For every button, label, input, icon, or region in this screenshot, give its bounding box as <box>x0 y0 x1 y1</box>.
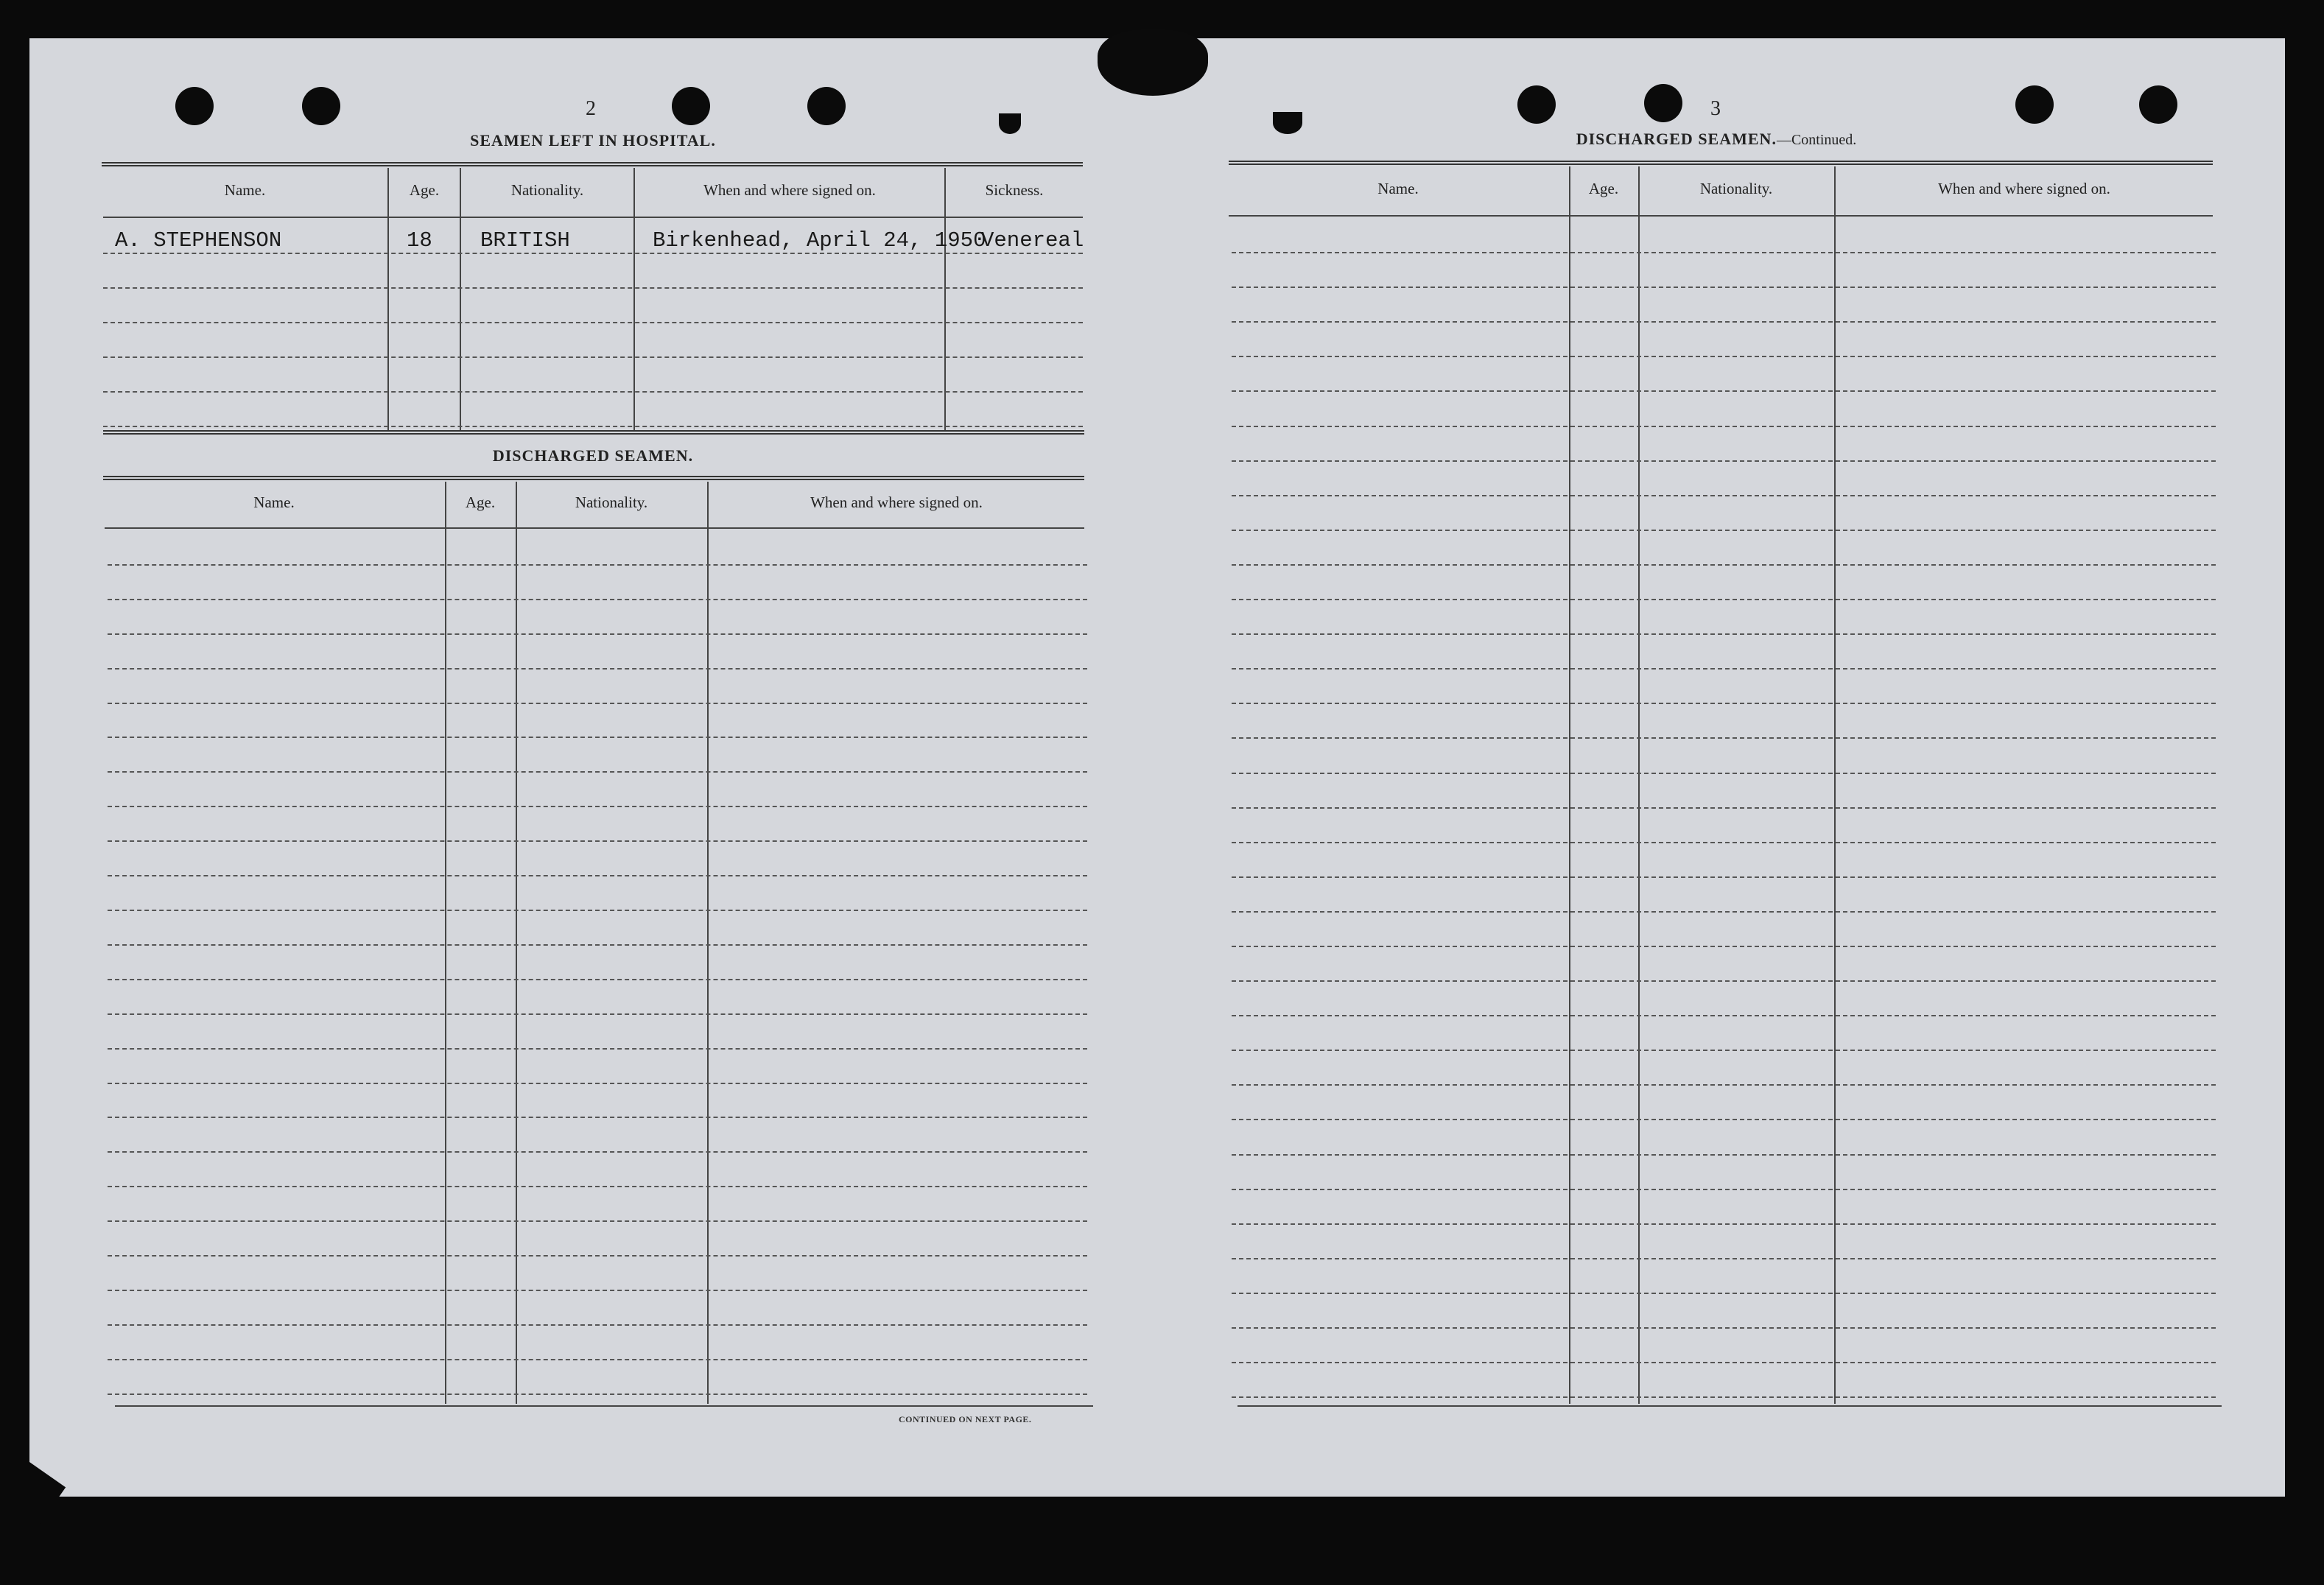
binder-hole <box>175 87 214 125</box>
col-header-nationality: Nationality. <box>575 493 648 511</box>
binder-hole <box>2139 85 2177 124</box>
entry-line <box>108 1013 1087 1015</box>
seaman-name: A. STEPHENSON <box>115 228 282 253</box>
section-title-discharged-continued <box>1517 130 1915 149</box>
entry-line <box>1232 911 2216 913</box>
entry-line <box>108 1255 1087 1257</box>
col-header-age: Age. <box>409 181 440 199</box>
entry-line <box>108 771 1087 773</box>
entry-line <box>108 737 1087 738</box>
entry-line <box>1232 876 2216 878</box>
column-divider <box>707 482 709 1404</box>
entry-line <box>103 253 1083 254</box>
entry-line <box>103 391 1083 393</box>
entry-line <box>108 1359 1087 1360</box>
section-title-continued: —Continued. <box>1776 132 1857 148</box>
entry-line <box>1232 703 2216 704</box>
header-rule <box>1229 215 2213 217</box>
col-header-age: Age. <box>1588 180 1619 197</box>
entry-line <box>1232 356 2216 357</box>
entry-line <box>1232 807 2216 809</box>
entry-line <box>1232 946 2216 947</box>
entry-line <box>1232 633 2216 635</box>
paper-tear <box>1273 112 1302 134</box>
binder-hole <box>672 87 710 125</box>
entry-line <box>1232 1293 2216 1294</box>
col-header-nationality: Nationality. <box>510 181 584 199</box>
entry-line <box>1232 252 2216 253</box>
entry-line <box>1232 460 2216 462</box>
binder-hole <box>2015 85 2054 124</box>
entry-line <box>108 564 1087 566</box>
entry-line <box>108 1290 1087 1291</box>
entry-line <box>1232 426 2216 427</box>
section-title-discharged: DISCHARGED SEAMEN. <box>492 446 694 465</box>
double-rule <box>1229 161 2213 165</box>
col-header-age: Age. <box>465 493 496 511</box>
entry-line <box>103 426 1083 427</box>
entry-line <box>108 633 1087 635</box>
entry-line <box>108 1186 1087 1187</box>
entry-line <box>1232 321 2216 323</box>
header-rule <box>105 527 1084 529</box>
entry-line <box>108 1048 1087 1050</box>
section-title-main: DISCHARGED SEAMEN. <box>1576 130 1777 148</box>
entry-line <box>1232 737 2216 739</box>
binder-hole <box>302 87 340 125</box>
entry-line <box>1232 390 2216 392</box>
entry-line <box>108 1324 1087 1326</box>
entry-line <box>108 668 1087 670</box>
double-rule <box>102 162 1083 166</box>
entry-line <box>1232 980 2216 982</box>
spine-damage <box>1098 29 1208 96</box>
entry-line <box>108 599 1087 600</box>
entry-line <box>1232 564 2216 566</box>
entry-line <box>1232 599 2216 600</box>
seaman-age: 18 <box>407 228 432 253</box>
entry-line <box>1232 668 2216 670</box>
col-header-name: Name. <box>253 493 295 511</box>
entry-line <box>108 1151 1087 1153</box>
double-rule <box>103 430 1084 435</box>
entry-line <box>103 356 1083 358</box>
entry-line <box>1232 1327 2216 1329</box>
seaman-signed-on: Birkenhead, April 24, 1950 <box>653 228 986 253</box>
col-header-signed-on: When and where signed on. <box>703 181 876 199</box>
entry-line <box>108 944 1087 946</box>
entry-line <box>1232 1362 2216 1363</box>
col-header-name: Name. <box>1377 180 1419 197</box>
ledger-paper <box>29 38 2285 1497</box>
binder-hole <box>807 87 846 125</box>
entry-line <box>1232 1189 2216 1190</box>
entry-line <box>103 287 1083 289</box>
entry-line <box>1232 287 2216 288</box>
entry-line <box>1232 1154 2216 1156</box>
entry-line <box>108 1220 1087 1222</box>
entry-line <box>108 703 1087 704</box>
column-divider <box>516 482 517 1404</box>
entry-line <box>1232 1050 2216 1051</box>
bottom-rule <box>115 1405 1093 1407</box>
entry-line <box>1232 773 2216 774</box>
column-divider <box>1834 166 1836 1404</box>
entry-line <box>1232 1396 2216 1398</box>
entry-line <box>108 875 1087 876</box>
col-header-name: Name. <box>224 181 266 199</box>
col-header-signed-on: When and where signed on. <box>1938 180 2110 197</box>
entry-line <box>1232 842 2216 843</box>
column-divider <box>1569 166 1570 1404</box>
entry-line <box>1232 1015 2216 1016</box>
section-title-hospital: SEAMEN LEFT IN HOSPITAL. <box>470 131 716 150</box>
entry-line <box>108 1083 1087 1084</box>
entry-line <box>1232 1223 2216 1225</box>
entry-line <box>108 1394 1087 1395</box>
entry-line <box>1232 1084 2216 1086</box>
double-rule <box>103 476 1084 480</box>
entry-line <box>1232 530 2216 531</box>
entry-line <box>108 1117 1087 1118</box>
entry-line <box>108 979 1087 980</box>
col-header-sickness: Sickness. <box>985 181 1044 199</box>
entry-line <box>1232 1258 2216 1259</box>
col-header-nationality: Nationality. <box>1699 180 1773 197</box>
page-number: 3 <box>1710 97 1721 120</box>
page-number: 2 <box>586 97 596 120</box>
seaman-nationality: BRITISH <box>480 228 570 253</box>
seaman-sickness: Venereal <box>981 228 1084 253</box>
entry-line <box>108 806 1087 807</box>
continued-note: CONTINUED ON NEXT PAGE. <box>899 1414 1032 1424</box>
binder-hole <box>1517 85 1556 124</box>
column-divider <box>1638 166 1640 1404</box>
entry-line <box>1232 495 2216 496</box>
entry-line <box>103 322 1083 323</box>
entry-line <box>108 840 1087 842</box>
header-rule <box>103 217 1083 218</box>
column-divider <box>445 482 446 1404</box>
paper-tear <box>999 113 1021 134</box>
col-header-signed-on: When and where signed on. <box>810 493 983 511</box>
binder-hole <box>1644 84 1682 122</box>
entry-line <box>1232 1119 2216 1120</box>
entry-line <box>108 910 1087 911</box>
bottom-rule <box>1238 1405 2222 1407</box>
